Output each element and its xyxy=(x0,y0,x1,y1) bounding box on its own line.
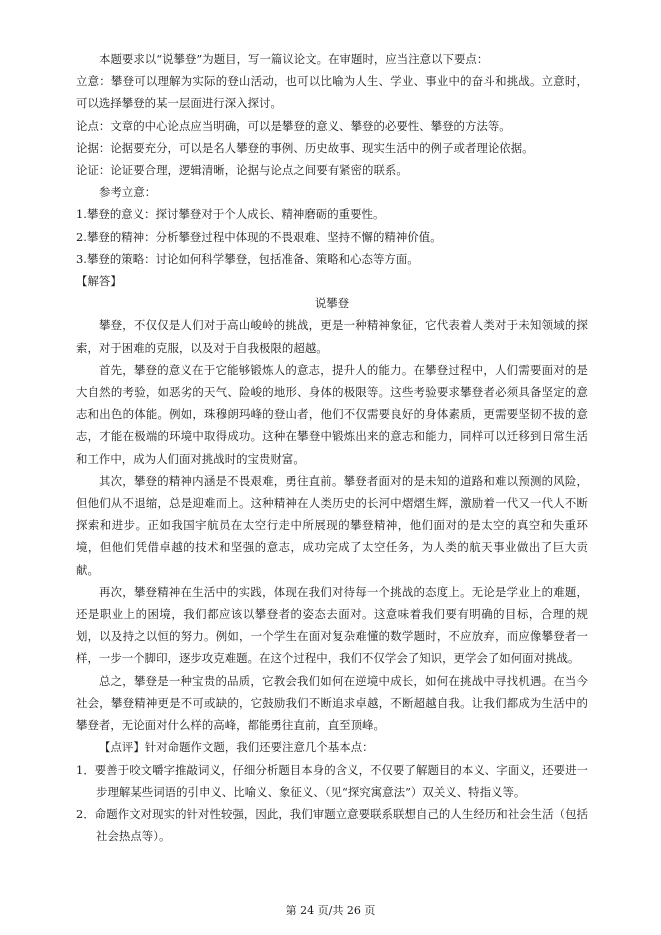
document-body xyxy=(76,48,588,847)
answer-label: 【解答】 xyxy=(76,274,122,289)
essay-paragraph: 首先，攀登的意义在于它能够锻炼人的意志，提升人的能力。在攀登过程中，人们需要面对的是大自然的考验，如恶劣的天气、险峻的地形、身体的极限等。这些考验要求攀登者必须具备坚定的意志和出色的体能。例如，珠穆朗玛峰的登山者，他们不仅需要良好的身体素质，更需要坚韧不拔的意志，才能在极端的环境中取得成功。这种在攀登中锻炼出来的意志和能力，同样可以迁移到日常生活和工作中，成为人们面对挑战时的宝贵财富。 xyxy=(76,362,588,466)
essay-paragraph: 再次，攀登精神在生活中的实践，体现在我们对待每一个挑战的态度上。无论是学业上的难题，还是职业上的困境，我们都应该以攀登者的姿态去面对。这意味着我们要有明确的目标，合理的规划，以及持之以恒的努力。例如，一个学生在面对复杂难懂的数学题时，不应放弃，而应像攀登者一样，一步一个脚印，逐步攻克难题。在这个过程中，我们不仅学会了知识，更学会了如何面对挑战。 xyxy=(76,584,588,666)
reference-point: 2.攀登的精神：分析攀登过程中体现的不畏艰难、坚持不懈的精神价值。 xyxy=(76,229,442,244)
comment-item: 1．要善于咬文嚼字推敲词义，仔细分析题目本身的含义，不仅要了解题目的本义、字面义，还要进一步理解某些词语的引申义、比喻义、象征义、（见“探究寓意法”）双关义、特指义等。 xyxy=(76,762,588,799)
reference-point: 3.攀登的策略：讨论如何科学攀登，包括准备、策略和心态等方面。 xyxy=(76,251,419,266)
liyi-text: 立意：攀登可以理解为实际的登山活动，也可以比喻为人生、学业、事业中的奋斗和挑战。立意时，可以选择攀登的某一层面进行深入探讨。 xyxy=(76,74,588,111)
requirement-text: 本题要求以“说攀登”为题目，写一篇议论文。在审题时，应当注意以下要点： xyxy=(99,52,489,66)
comment-item: 2．命题作文对现实的针对性较强，因此，我们审题立意要联系联想自己的人生经历和社会生活（包括社会热点等）。 xyxy=(76,806,588,844)
reference-label: 参考立意： xyxy=(99,185,157,200)
lundian-text: 论点：文章的中心论点应当明确，可以是攀登的意义、攀登的必要性、攀登的方法等。 xyxy=(76,118,511,133)
lunzheng-text: 论证：论证要合理，逻辑清晰，论据与论点之间要有紧密的联系。 xyxy=(76,163,408,178)
reference-point: 1.攀登的意义：探讨攀登对于个人成长、精神磨砺的重要性。 xyxy=(76,207,385,222)
essay-paragraph: 攀登，不仅仅是人们对于高山峻岭的挑战，更是一种精神象征，它代表着人类对于未知领域的探索，对于困难的克服，以及对于自我极限的超越。 xyxy=(76,318,588,355)
lunju-text: 论据：论据要充分，可以是名人攀登的事例、历史故事、现实生活中的例子或者理论依据。 xyxy=(76,140,534,155)
comment-label: 【点评】针对命题作文题，我们还要注意几个基本点： xyxy=(99,740,374,755)
essay-paragraph: 其次，攀登的精神内涵是不畏艰难，勇往直前。攀登者面对的是未知的道路和难以预测的风险，但他们从不退缩，总是迎难而上。这种精神在人类历史的长河中熠熠生辉，激励着一代又一代人不断探索和进步。正如我国宇航员在太空行走中所展现的攀登精神，他们面对的是太空的真空和失重环境，但他们凭借卓越的技术和坚强的意志，成功完成了太空任务，为人类的航天事业做出了巨大贡献。 xyxy=(76,473,588,577)
essay-title: 说攀登 xyxy=(314,296,350,311)
essay-paragraph: 总之，攀登是一种宝贵的品质，它教会我们如何在逆境中成长，如何在挑战中寻找机遇。在当今社会，攀登精神更是不可或缺的，它鼓励我们不断追求卓越，不断超越自我。让我们都成为生活中的攀登者，无论面对什么样的高峰，都能勇往直前，直至顶峰。 xyxy=(76,673,588,733)
page-number: 第 24 页/共 26 页 xyxy=(285,904,376,917)
